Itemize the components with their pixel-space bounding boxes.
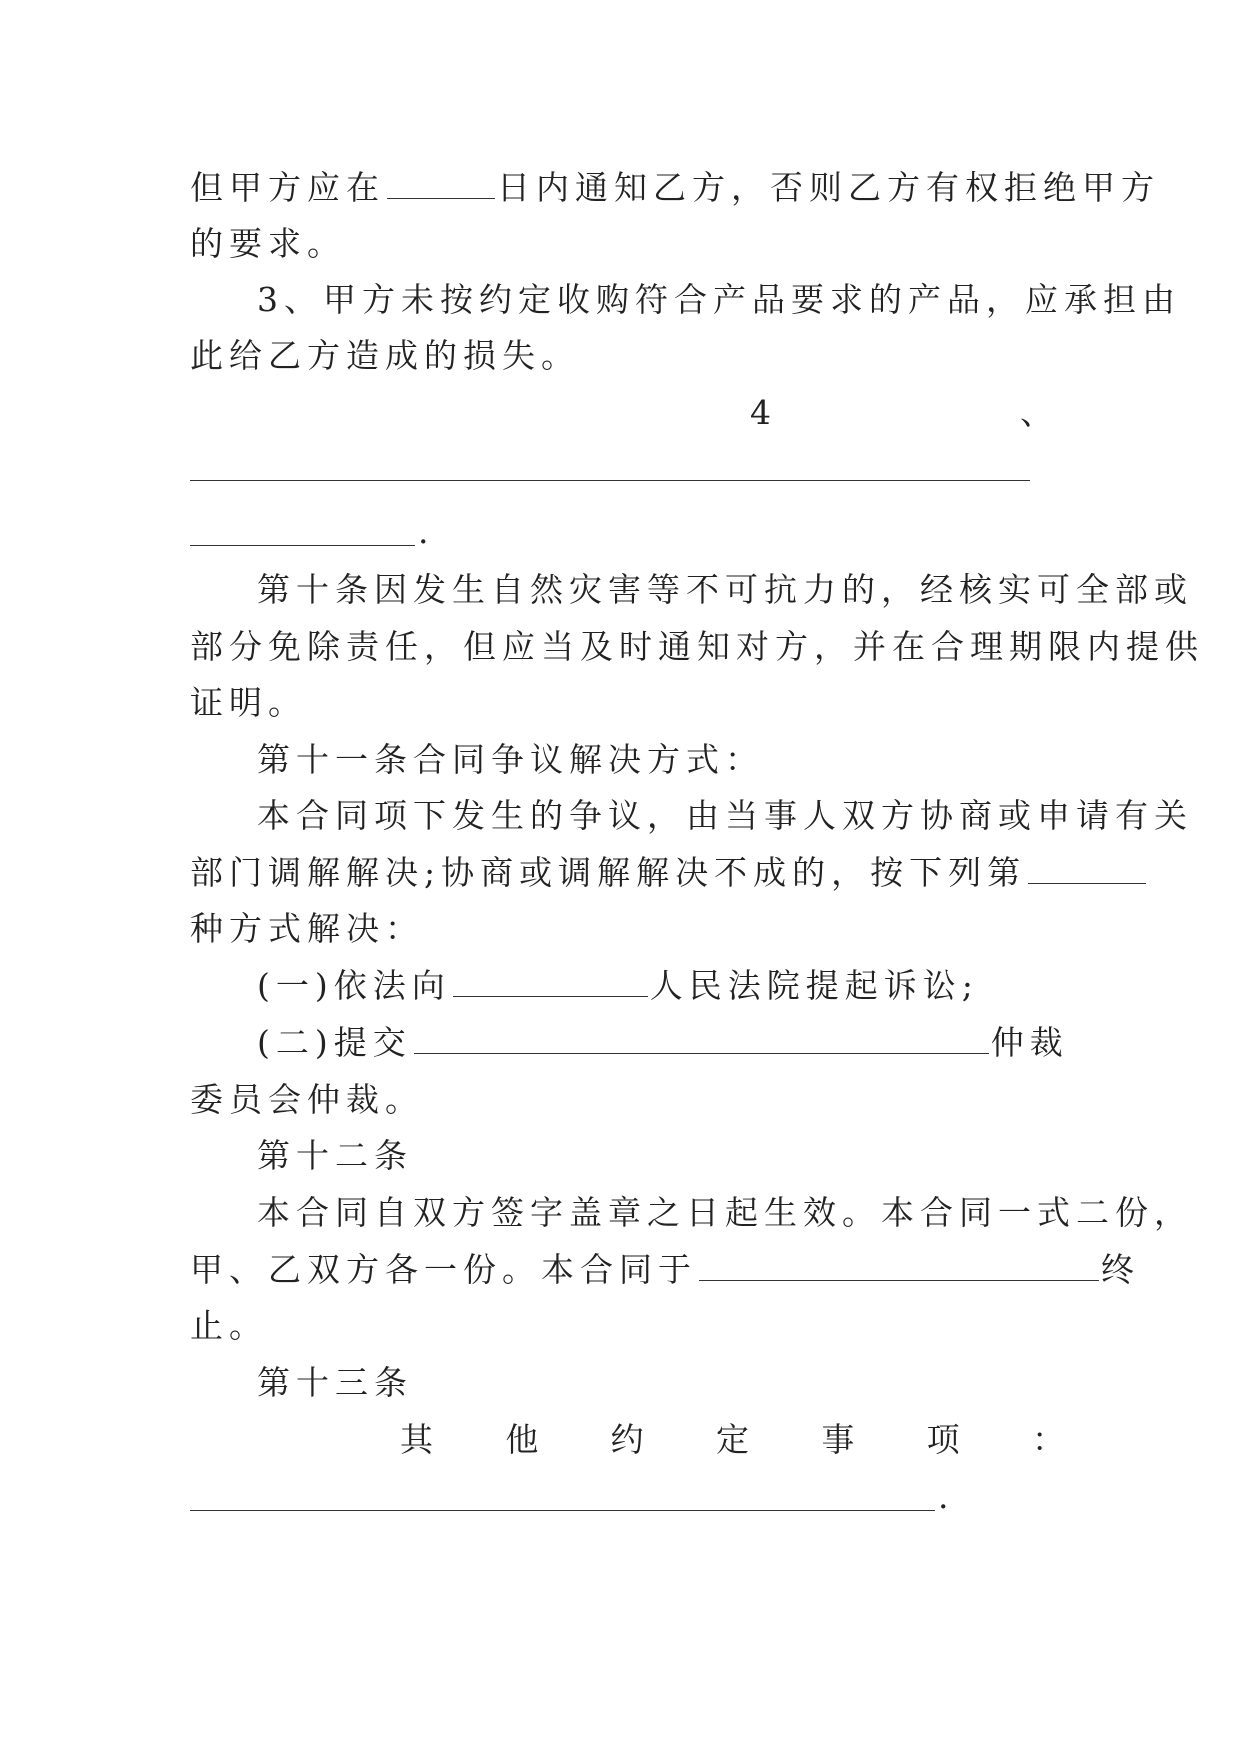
text: 但甲方应在 — [190, 168, 385, 207]
fill-blank-line — [190, 1480, 935, 1511]
char: 其 — [400, 1420, 433, 1459]
paragraph-line — [190, 168, 1160, 208]
paragraph-line — [257, 966, 979, 1006]
paragraph-line: 第十条因发生自然灾害等不可抗力的，经核实可全部或 — [257, 570, 1193, 609]
paragraph-line: 部分免除责任，但应当及时通知对方，并在合理期限内提供 — [190, 627, 1204, 666]
fill-blank — [414, 1023, 989, 1054]
char: ： — [1031, 1420, 1065, 1459]
char: 事 — [821, 1420, 855, 1459]
paragraph-line: 证明。 — [190, 683, 307, 722]
item-number: 4 — [750, 393, 771, 432]
text: (一)依法向 — [257, 966, 451, 1005]
spaced-heading — [400, 1420, 1065, 1460]
text: 终 — [1101, 1250, 1140, 1289]
text: 甲、乙双方各一份。本合同于 — [190, 1250, 697, 1289]
text: 日内通知乙方，否则乙方有权拒绝甲方 — [497, 168, 1160, 207]
paragraph-line: 3、甲方未按约定收购符合产品要求的产品，应承担由 — [257, 280, 1181, 319]
section-heading: 第十三条 — [257, 1363, 413, 1402]
fill-blank — [387, 168, 495, 199]
paragraph-line — [190, 1250, 1140, 1290]
char: 项 — [926, 1420, 960, 1459]
section-heading: 第十一条合同争议解决方式： — [257, 740, 764, 779]
paragraph-line: 止。 — [190, 1306, 268, 1345]
text: 仲裁 — [990, 1023, 1069, 1062]
paragraph-line: 此给乙方造成的损失。 — [190, 336, 580, 375]
text: (二)提交 — [257, 1023, 412, 1062]
fill-blank-line — [190, 480, 1030, 481]
fill-blank — [453, 966, 648, 997]
text: 人民法院提起诉讼; — [649, 966, 979, 1005]
char: 约 — [610, 1420, 644, 1459]
text: 部门调解解决;协商或调解解决不成的，按下列第 — [190, 853, 1027, 892]
fill-blank-line — [190, 515, 415, 546]
char: 他 — [505, 1420, 539, 1459]
fill-blank — [1028, 853, 1146, 884]
section-heading: 第十二条 — [257, 1136, 413, 1175]
char: 定 — [715, 1420, 749, 1459]
period: . — [938, 1477, 949, 1516]
fill-blank — [699, 1250, 1099, 1281]
paragraph-line: 本合同项下发生的争议，由当事人双方协商或申请有关 — [257, 796, 1193, 835]
paragraph-line: 委员会仲裁。 — [190, 1080, 424, 1119]
paragraph-line: 的要求。 — [190, 224, 346, 263]
period: . — [418, 512, 429, 551]
paragraph-line — [257, 1023, 1069, 1063]
paragraph-line: 种方式解决： — [190, 909, 424, 948]
paragraph-line: 本合同自双方签字盖章之日起生效。本合同一式二份， — [257, 1193, 1193, 1232]
paragraph-line — [190, 853, 1148, 893]
item-separator: 、 — [1020, 393, 1053, 432]
